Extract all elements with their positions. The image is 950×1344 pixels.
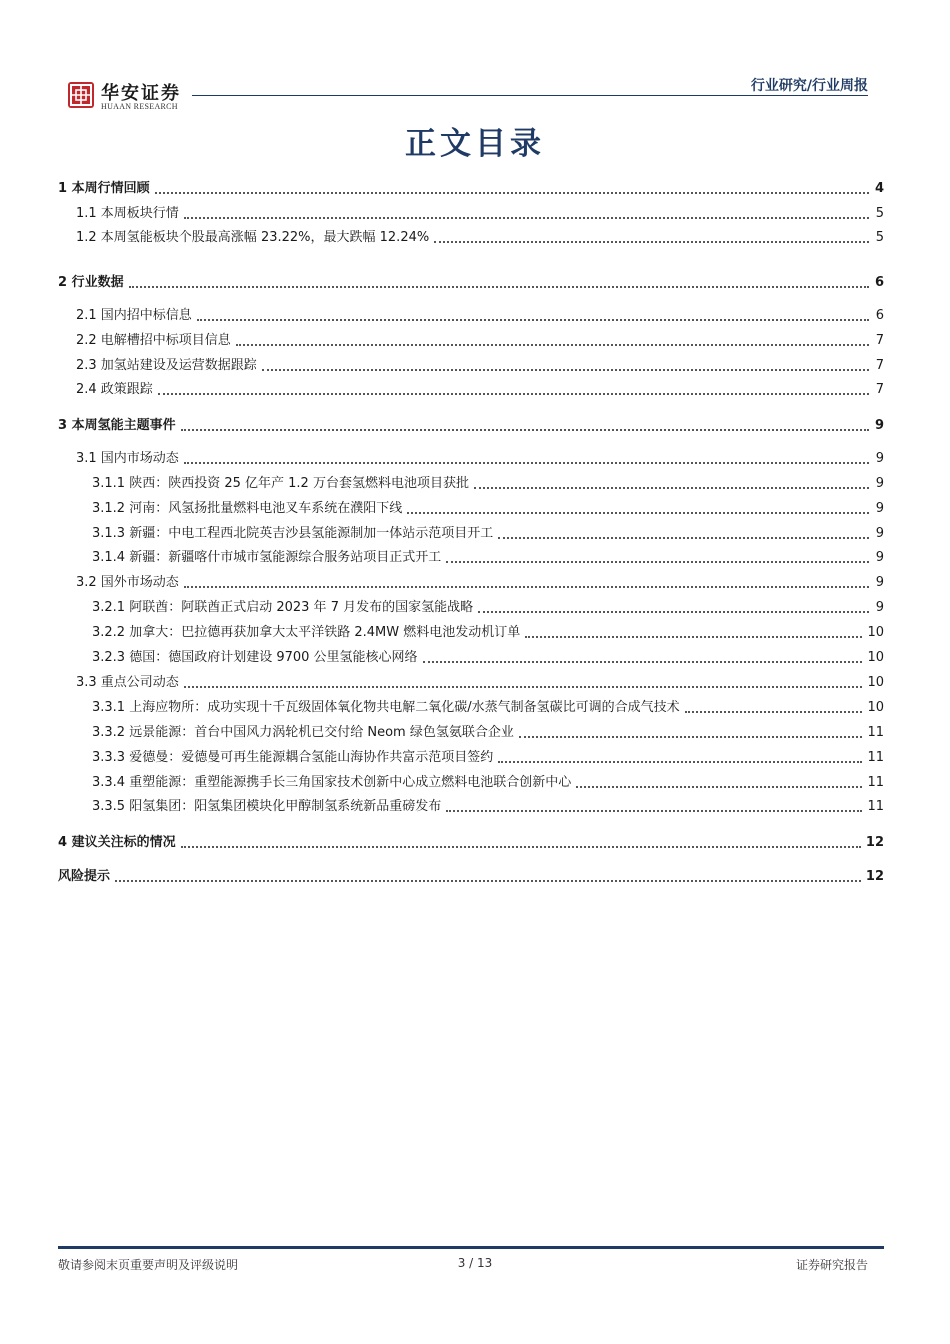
page-title: 正文目录 (405, 126, 545, 162)
toc-dot-leader (262, 369, 869, 371)
toc-entry[interactable] (58, 595, 884, 617)
toc-entry[interactable] (58, 545, 884, 567)
toc-entry-title: 4 建议关注标的情况 (58, 835, 176, 850)
toc-entry-page: 11 (867, 775, 884, 790)
toc-entry-page: 10 (867, 700, 884, 715)
toc-entry-page: 10 (867, 625, 884, 640)
toc-dot-leader (129, 286, 869, 288)
logo-subtext: HUAAN RESEARCH (101, 102, 178, 111)
toc-dot-leader (115, 880, 861, 882)
toc-entry[interactable] (58, 745, 884, 767)
toc-entry-page: 12 (865, 869, 884, 884)
toc-entry[interactable] (58, 620, 884, 642)
toc-dot-leader (685, 711, 863, 713)
toc-entry[interactable] (58, 328, 884, 350)
toc-dot-leader (184, 217, 869, 219)
toc-entry-page: 11 (867, 799, 884, 814)
toc-entry-title: 3.1.2 河南：风氢扬批量燃料电池叉车系统在濮阳下线 (92, 501, 403, 516)
toc-dot-leader (181, 429, 869, 431)
toc-entry-page: 5 (875, 206, 884, 221)
toc-entry[interactable] (58, 413, 884, 435)
page-number: 3 / 13 (457, 1256, 493, 1270)
toc-dot-leader (407, 512, 869, 514)
toc-entry-page: 6 (874, 275, 884, 290)
toc-entry-page: 12 (865, 835, 884, 850)
toc-entry-page: 4 (874, 181, 884, 196)
toc-dot-leader (498, 537, 869, 539)
toc-entry-page: 11 (867, 750, 884, 765)
huaan-logo-icon (68, 82, 94, 108)
toc-entry-title: 3.1.3 新疆：中电工程西北院英吉沙县氢能源制加一体站示范项目开工 (92, 526, 494, 541)
logo-text: 华安证券 (101, 83, 181, 104)
toc-dot-leader (155, 192, 869, 194)
toc-dot-leader (474, 487, 869, 489)
toc-entry-page: 11 (867, 725, 884, 740)
toc-entry-page: 9 (875, 526, 884, 541)
toc-entry-page: 7 (875, 358, 884, 373)
page-header (0, 0, 950, 120)
toc-entry-page: 9 (874, 418, 884, 433)
toc-entry[interactable] (58, 377, 884, 399)
toc-dot-leader (525, 636, 862, 638)
toc-entry[interactable] (58, 794, 884, 816)
toc-entry-page: 9 (875, 501, 884, 516)
toc-entry-title: 风险提示 (58, 869, 111, 884)
toc-dot-leader (197, 319, 869, 321)
toc-entry[interactable] (58, 830, 884, 852)
footer-disclaimer: 敬请参阅末页重要声明及评级说明 (58, 1258, 239, 1272)
toc-entry-title: 3.2.3 德国：德国政府计划建设 9700 公里氢能核心网络 (92, 650, 418, 665)
toc-entry-title: 2.3 加氢站建设及运营数据跟踪 (76, 358, 257, 373)
toc-entry[interactable] (58, 471, 884, 493)
toc-dot-leader (576, 786, 862, 788)
toc-dot-leader (236, 344, 869, 346)
toc-entry-title: 3.3.3 爱德曼：爱德曼可再生能源耦合氢能山海协作共富示范项目签约 (92, 750, 494, 765)
toc-entry[interactable] (58, 720, 884, 742)
toc-dot-leader (446, 561, 869, 563)
toc-dot-leader (446, 810, 862, 812)
toc-dot-leader (478, 611, 869, 613)
toc-entry-page: 7 (875, 333, 884, 348)
toc-entry[interactable] (58, 353, 884, 375)
toc-entry-title: 3.1.4 新疆：新疆喀什市城市氢能源综合服务站项目正式开工 (92, 550, 442, 565)
toc-entry-title: 1 本周行情回顾 (58, 181, 150, 196)
toc-entry-title: 3 本周氢能主题事件 (58, 418, 176, 433)
toc-entry-title: 3.3.5 阳氢集团：阳氢集团模块化甲醇制氢系统新品重磅发布 (92, 799, 442, 814)
toc-dot-leader (519, 736, 863, 738)
toc-entry-title: 3.3 重点公司动态 (76, 675, 179, 690)
toc-entry[interactable] (58, 303, 884, 325)
toc-dot-leader (158, 393, 869, 395)
toc-entry[interactable] (58, 864, 884, 886)
footer-doc-type: 证券研究报告 (795, 1258, 868, 1272)
toc-entry[interactable] (58, 201, 884, 223)
toc-entry-title: 3.2.2 加拿大：巴拉德再获加拿大太平洋铁路 2.4MW 燃料电池发动机订单 (92, 625, 521, 640)
toc-dot-leader (184, 686, 863, 688)
toc-entry-title: 2 行业数据 (58, 275, 124, 290)
toc-entry-title: 3.1.1 陕西：陕西投资 25 亿年产 1.2 万台套氢燃料电池项目获批 (92, 476, 469, 491)
toc-entry[interactable] (58, 645, 884, 667)
toc-entry-page: 9 (875, 451, 884, 466)
toc-entry-page: 9 (875, 600, 884, 615)
toc-entry[interactable] (58, 176, 884, 198)
toc-entry-title: 3.2.1 阿联酋：阿联酋正式启动 2023 年 7 月发布的国家氢能战略 (92, 600, 474, 615)
toc-entry[interactable] (58, 770, 884, 792)
toc-entry-title: 1.2 本周氢能板块个股最高涨幅 23.22%，最大跌幅 12.24% (76, 230, 430, 245)
toc-entry[interactable] (58, 570, 884, 592)
toc-entry-title: 3.1 国内市场动态 (76, 451, 179, 466)
toc-entry-title: 2.1 国内招中标信息 (76, 308, 192, 323)
toc-entry-page: 5 (875, 230, 884, 245)
toc-entry-title: 1.1 本周板块行情 (76, 206, 179, 221)
toc-entry-page: 9 (875, 575, 884, 590)
toc-entry-page: 9 (875, 476, 884, 491)
toc-entry[interactable] (58, 270, 884, 292)
toc-entry[interactable] (58, 225, 884, 247)
toc-entry[interactable] (58, 521, 884, 543)
toc-entry[interactable] (58, 496, 884, 518)
toc-entry[interactable] (58, 670, 884, 692)
toc-entry-title: 2.4 政策跟踪 (76, 382, 153, 397)
toc-entry-page: 6 (875, 308, 884, 323)
toc-entry-title: 3.3.1 上海应物所：成功实现十千瓦级固体氧化物共电解二氧化碳/水蒸气制备氢碳比可调的合成气技术 (92, 700, 680, 715)
toc-entry-page: 10 (867, 675, 884, 690)
toc-entry-title: 3.2 国外市场动态 (76, 575, 179, 590)
toc-entry-page: 7 (875, 382, 884, 397)
toc-dot-leader (184, 586, 869, 588)
toc-entry-title: 2.2 电解槽招中标项目信息 (76, 333, 231, 348)
toc-dot-leader (434, 241, 869, 243)
toc-entry[interactable] (58, 695, 884, 717)
toc-entry-page: 9 (875, 550, 884, 565)
toc-dot-leader (423, 661, 863, 663)
toc-entry-page: 10 (867, 650, 884, 665)
toc-dot-leader (498, 761, 862, 763)
toc-entry-title: 3.3.4 重塑能源：重塑能源携手长三角国家技术创新中心成立燃料电池联合创新中心 (92, 775, 572, 790)
report-type: 行业研究/行业周报 (750, 78, 868, 94)
toc-entry-title: 3.3.2 远景能源：首台中国风力涡轮机已交付给 Neom 绿色氢氨联合企业 (92, 725, 514, 740)
header-divider (192, 95, 868, 96)
toc-entry[interactable] (58, 446, 884, 468)
footer-divider (58, 1246, 884, 1249)
toc-dot-leader (181, 846, 861, 848)
toc-dot-leader (184, 462, 869, 464)
